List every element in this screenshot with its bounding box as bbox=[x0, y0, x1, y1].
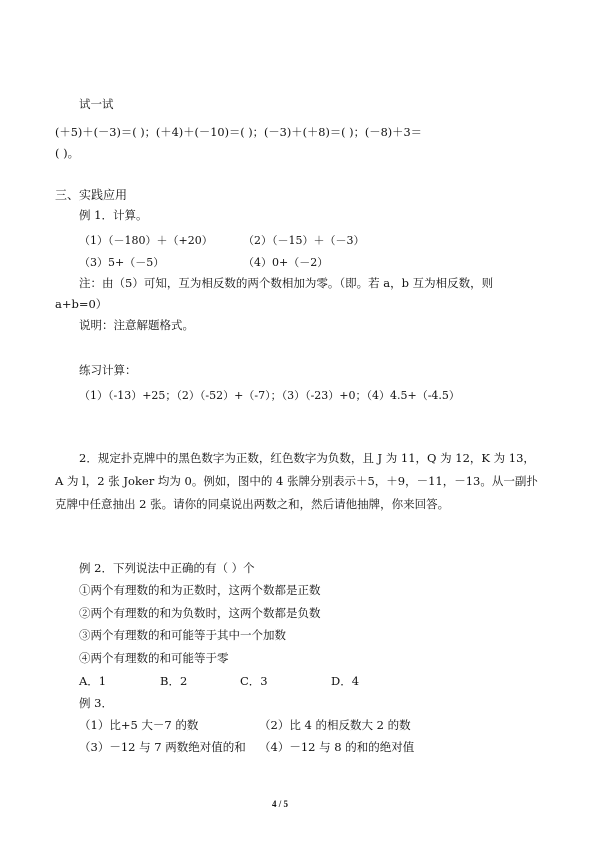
example-2-statement-3: ③两个有理数的和可能等于其中一个加数 bbox=[79, 628, 286, 642]
example-1-note-line-2: a+b=0） bbox=[55, 297, 108, 311]
practice-label: 练习计算： bbox=[79, 363, 137, 377]
example-1-label: 例 1．计算。 bbox=[79, 208, 148, 222]
practice-items: （1）（-13）+25；（2）（-52）+（-7）；（3）（-23）+0；（4）4.5+（-4.5） bbox=[79, 389, 460, 402]
problem-2-line-3: 克牌中任意抽出 2 张。请你的同桌说出两数之和，然后请他抽牌，你来回答。 bbox=[55, 497, 450, 511]
example-2-question: 例 2．下列说法中正确的有（ ）个 bbox=[79, 561, 255, 575]
problem-2-line-2: A 为 l，2 张 Joker 均为 0。例如，图中的 4 张牌分别表示＋5，＋9，－11，－13。从一副扑 bbox=[55, 474, 538, 488]
example-3-item-4: （4）－12 与 8 的和的绝对值 bbox=[259, 740, 415, 754]
try-it-title: 试一试 bbox=[79, 97, 114, 111]
try-it-line-2: ( )。 bbox=[55, 146, 80, 160]
example-2-option-c: C．3 bbox=[240, 674, 268, 688]
example-1-note-line-1: 注：由（5）可知，互为相反数的两个数相加为零。（即。若 a，b 互为相反数，则 bbox=[79, 276, 494, 290]
example-2-option-d: D．4 bbox=[331, 674, 360, 688]
example-1-item-4: （4）0+（－2） bbox=[243, 256, 329, 269]
example-1-item-1: （1）（－180）＋（+20） bbox=[79, 234, 213, 247]
try-it-line-1: (＋5)＋(－3)＝( )；(＋4)＋(－10)＝( )；(－3)＋(＋8)＝( )；(－8)＋3＝ bbox=[55, 126, 422, 139]
example-3-label: 例 3． bbox=[79, 696, 113, 710]
example-2-option-a: A．1 bbox=[79, 674, 107, 688]
example-1-explain: 说明：注意解题格式。 bbox=[79, 318, 194, 332]
example-2-statement-1: ①两个有理数的和为正数时，这两个数都是正数 bbox=[79, 583, 321, 597]
example-3-item-1: （1）比+5 大－7 的数 bbox=[79, 718, 199, 732]
example-2-option-b: B．2 bbox=[160, 674, 188, 688]
example-3-item-3: （3）－12 与 7 两数绝对值的和 bbox=[79, 740, 246, 754]
example-1-item-2: （2）（－15）＋（－3） bbox=[243, 234, 365, 247]
problem-2-line-1: 2．规定扑克牌中的黑色数字为正数，红色数字为负数，且 J 为 11，Q 为 12，K 为 13， bbox=[79, 451, 535, 465]
example-3-item-2: （2）比 4 的相反数大 2 的数 bbox=[259, 718, 411, 732]
example-1-item-3: （3）5+（－5） bbox=[79, 256, 165, 269]
example-2-statement-4: ④两个有理数的和可能等于零 bbox=[79, 651, 229, 665]
section-heading: 三、实践应用 bbox=[55, 188, 128, 202]
page-number: 4 / 5 bbox=[271, 799, 288, 809]
example-2-statement-2: ②两个有理数的和为负数时，这两个数都是负数 bbox=[79, 606, 321, 620]
